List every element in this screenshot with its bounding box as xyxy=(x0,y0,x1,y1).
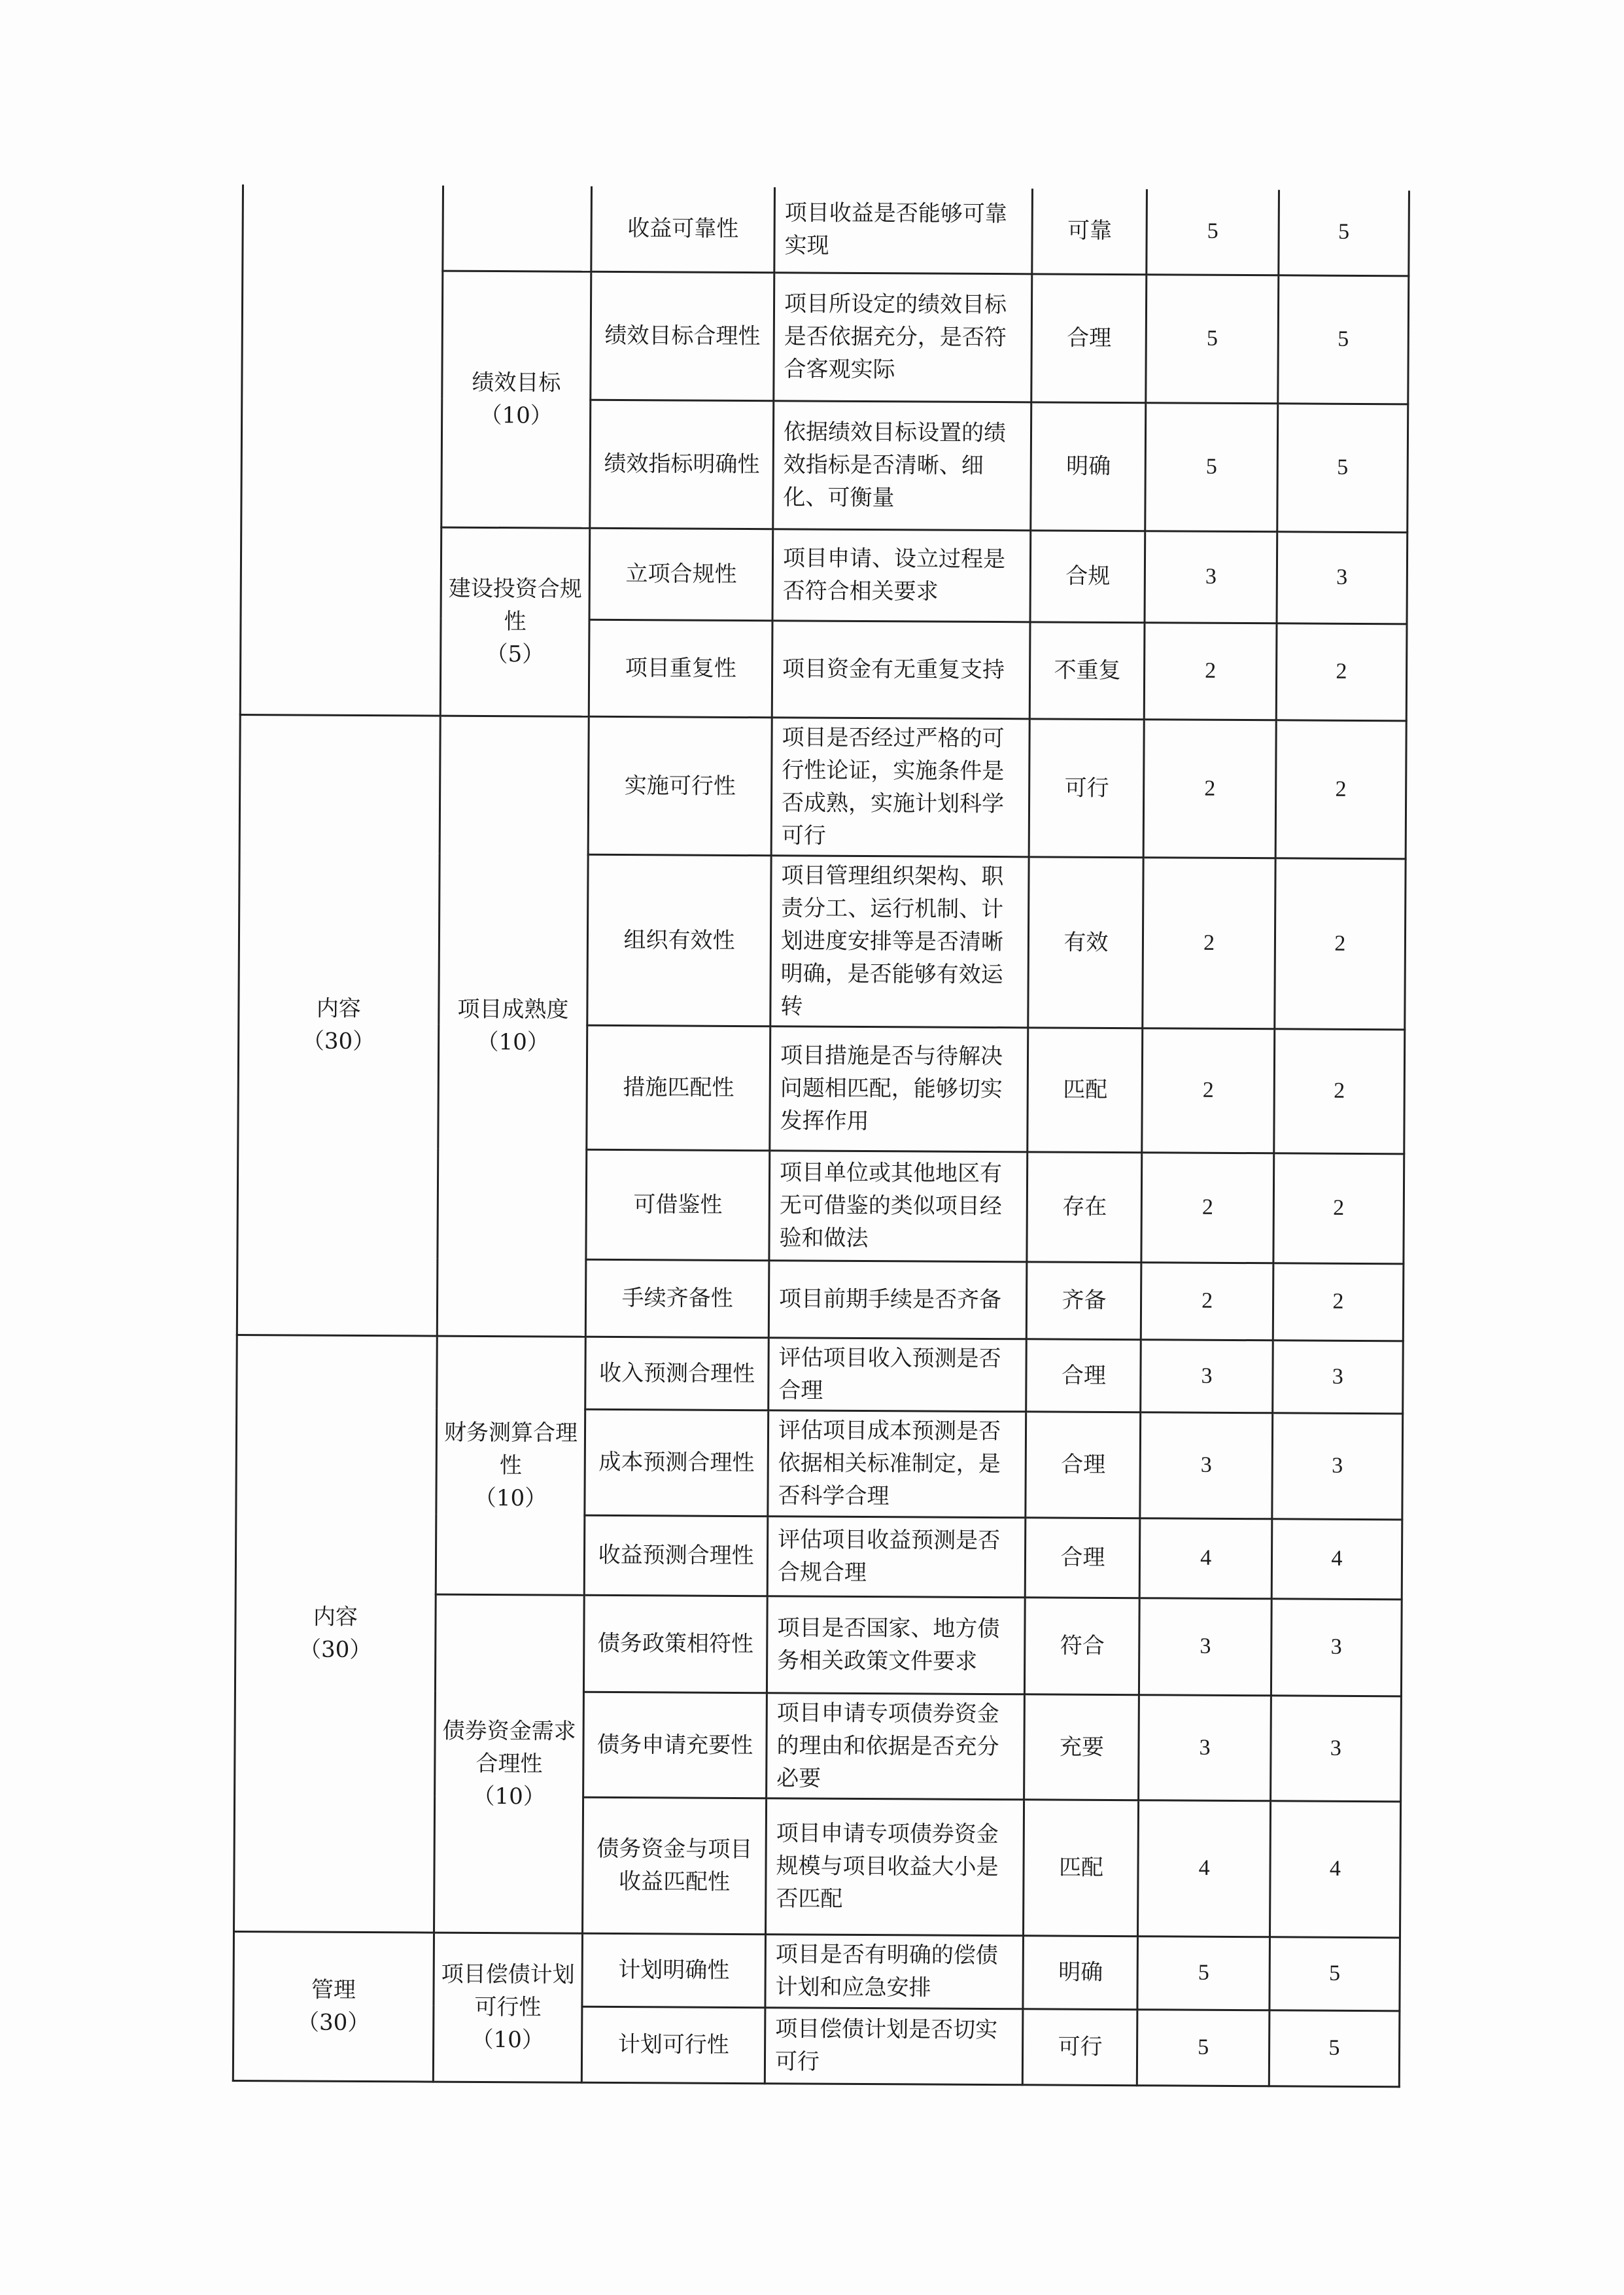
level3-indicator-cell: 收益可靠性 xyxy=(591,186,774,272)
indicator-description-cell: 依据绩效目标设置的绩效指标是否清晰、细化、可衡量 xyxy=(773,400,1031,530)
evaluation-result-cell: 可靠 xyxy=(1032,188,1147,274)
full-score-cell: 2 xyxy=(1144,719,1276,858)
level3-indicator-cell: 收益预测合理性 xyxy=(584,1515,767,1596)
evaluation-result-cell: 不重复 xyxy=(1030,622,1145,719)
full-score-cell: 3 xyxy=(1140,1412,1272,1518)
level3-indicator-cell: 可借鉴性 xyxy=(586,1149,770,1260)
awarded-score-cell: 2 xyxy=(1273,1153,1404,1263)
indicator-description-cell: 评估项目成本预测是否依据相关标准制定，是否科学合理 xyxy=(768,1410,1026,1517)
level3-indicator-cell: 债务资金与项目收益匹配性 xyxy=(583,1797,767,1934)
table-row xyxy=(237,1335,1404,1413)
full-score-cell: 3 xyxy=(1145,531,1277,623)
awarded-score-cell: 4 xyxy=(1270,1800,1400,1937)
evaluation-result-cell: 可行 xyxy=(1023,2008,1138,2085)
level3-indicator-cell: 项目重复性 xyxy=(589,620,772,717)
full-score-cell: 5 xyxy=(1137,1936,1270,2010)
full-score-cell: 5 xyxy=(1146,274,1278,403)
level3-indicator-cell: 手续齐备性 xyxy=(586,1259,769,1337)
evaluation-result-cell: 可行 xyxy=(1029,718,1145,857)
level1-indicator-label: 管理 xyxy=(311,1976,356,2003)
awarded-score-cell: 3 xyxy=(1271,1598,1402,1696)
indicator-description-cell: 项目是否国家、地方债务相关政策文件要求 xyxy=(767,1596,1025,1694)
awarded-score-cell: 4 xyxy=(1271,1518,1402,1599)
level3-indicator-cell: 债务政策相符性 xyxy=(584,1595,767,1692)
indicator-description-cell: 项目申请专项债券资金规模与项目收益大小是否匹配 xyxy=(765,1798,1024,1935)
level2-indicator-cell xyxy=(436,1336,585,1595)
level3-indicator-cell: 绩效指标明确性 xyxy=(590,400,774,529)
level2-indicator-score: （10） xyxy=(471,2026,544,2054)
level1-indicator-cell xyxy=(240,184,443,716)
full-score-cell: 3 xyxy=(1139,1694,1271,1800)
level2-indicator-label: 绩效目标 xyxy=(472,369,561,396)
indicator-description-cell: 项目是否有明确的偿债计划和应急安排 xyxy=(765,1934,1024,2008)
level2-indicator-label: 财务测算合理性 xyxy=(443,1419,578,1479)
evaluation-result-cell: 明确 xyxy=(1031,402,1146,531)
full-score-cell: 2 xyxy=(1143,857,1275,1028)
table-row xyxy=(243,184,1409,275)
full-score-cell: 3 xyxy=(1141,1339,1273,1412)
indicator-description-cell: 项目措施是否与待解决问题相匹配，能够切实发挥作用 xyxy=(770,1026,1028,1151)
awarded-score-cell: 3 xyxy=(1277,531,1408,623)
indicator-description-cell: 项目所设定的绩效目标是否依据充分，是否符合客观实际 xyxy=(774,272,1032,402)
awarded-score-cell: 5 xyxy=(1279,190,1409,275)
level3-indicator-cell: 债务申请充要性 xyxy=(583,1692,767,1798)
full-score-cell: 2 xyxy=(1141,1152,1273,1263)
full-score-cell: 2 xyxy=(1141,1262,1273,1340)
evaluation-result-cell: 符合 xyxy=(1025,1597,1140,1694)
full-score-cell: 3 xyxy=(1139,1598,1271,1695)
level3-indicator-cell: 绩效目标合理性 xyxy=(591,272,774,400)
level3-indicator-cell: 计划可行性 xyxy=(582,2006,765,2083)
level1-indicator-cell xyxy=(237,714,440,1336)
table-row xyxy=(239,714,1406,858)
level1-indicator-score: （30） xyxy=(296,2009,370,2037)
awarded-score-cell: 3 xyxy=(1270,1695,1401,1801)
level2-indicator-cell xyxy=(440,527,590,716)
level1-indicator-score: （30） xyxy=(302,1028,375,1055)
level3-indicator-cell: 实施可行性 xyxy=(588,716,772,855)
awarded-score-cell: 5 xyxy=(1277,275,1408,404)
indicator-description-cell: 项目前期手续是否齐备 xyxy=(769,1260,1027,1339)
awarded-score-cell: 5 xyxy=(1277,403,1408,532)
level2-indicator-score: （5） xyxy=(485,640,545,668)
level2-indicator-label: 项目偿债计划可行性 xyxy=(441,1961,575,2021)
full-score-cell: 2 xyxy=(1145,622,1277,720)
awarded-score-cell: 5 xyxy=(1270,1936,1400,2010)
awarded-score-cell: 2 xyxy=(1275,720,1406,858)
level3-indicator-cell: 组织有效性 xyxy=(587,854,771,1026)
full-score-cell: 4 xyxy=(1138,1800,1270,1936)
awarded-score-cell: 5 xyxy=(1269,2010,1400,2086)
full-score-cell: 5 xyxy=(1147,189,1279,275)
awarded-score-cell: 2 xyxy=(1273,1028,1404,1153)
evaluation-result-cell: 存在 xyxy=(1027,1151,1142,1262)
table-body xyxy=(233,184,1409,2086)
level1-indicator-label: 内容 xyxy=(316,995,361,1022)
awarded-score-cell: 2 xyxy=(1273,1263,1404,1340)
full-score-cell: 5 xyxy=(1137,2009,1270,2086)
level2-indicator-label: 项目成熟度 xyxy=(457,996,569,1023)
level3-indicator-cell: 成本预测合理性 xyxy=(585,1409,769,1516)
full-score-cell: 5 xyxy=(1145,402,1277,531)
level1-indicator-cell xyxy=(234,1335,438,1933)
indicator-description-cell: 项目管理组织架构、职责分工、运行机制、计划进度安排等是否清晰明确，是否能够有效运转 xyxy=(770,855,1029,1027)
evaluation-result-cell: 匹配 xyxy=(1024,1799,1139,1936)
level3-indicator-cell: 计划明确性 xyxy=(582,1933,765,2007)
level2-indicator-score: （10） xyxy=(479,402,553,429)
level2-indicator-cell xyxy=(443,186,592,272)
level3-indicator-cell: 立项合规性 xyxy=(589,528,772,620)
awarded-score-cell: 3 xyxy=(1272,1412,1403,1519)
awarded-score-cell: 2 xyxy=(1276,623,1407,720)
table-row xyxy=(233,1931,1400,2010)
level2-indicator-label: 建设投资合规性 xyxy=(448,575,582,635)
level1-indicator-cell xyxy=(233,1931,434,2082)
indicator-description-cell: 项目申请、设立过程是否符合相关要求 xyxy=(772,529,1031,622)
full-score-cell: 2 xyxy=(1142,1028,1274,1153)
evaluation-result-cell: 明确 xyxy=(1023,1935,1138,2009)
indicator-description-cell: 评估项目收益预测是否合规合理 xyxy=(767,1516,1026,1597)
indicator-description-cell: 项目偿债计划是否切实可行 xyxy=(765,2007,1023,2084)
evaluation-result-cell: 齐备 xyxy=(1027,1261,1142,1339)
evaluation-result-cell: 合理 xyxy=(1026,1339,1141,1412)
evaluation-result-cell: 合理 xyxy=(1031,273,1147,402)
evaluation-result-cell: 合理 xyxy=(1026,1411,1141,1518)
awarded-score-cell: 3 xyxy=(1272,1340,1403,1413)
level2-indicator-cell xyxy=(437,716,589,1337)
evaluation-result-cell: 合规 xyxy=(1030,530,1145,622)
level2-indicator-score: （10） xyxy=(472,1783,545,1810)
indicator-description-cell: 项目资金有无重复支持 xyxy=(772,620,1030,718)
level2-indicator-cell xyxy=(433,1933,583,2082)
awarded-score-cell: 2 xyxy=(1274,858,1406,1029)
level2-indicator-score: （10） xyxy=(474,1484,547,1511)
level2-indicator-label: 债券资金需求合理性 xyxy=(442,1717,576,1777)
level2-indicator-score: （10） xyxy=(476,1028,549,1056)
level2-indicator-cell xyxy=(434,1594,584,1933)
level3-indicator-cell: 收入预测合理性 xyxy=(585,1337,769,1410)
indicator-description-cell: 评估项目收入预测是否合理 xyxy=(769,1337,1027,1411)
indicator-description-cell: 项目单位或其他地区有无可借鉴的类似项目经验和做法 xyxy=(769,1150,1028,1261)
indicator-description-cell: 项目是否经过严格的可行性论证，实施条件是否成熟，实施计划科学可行 xyxy=(771,717,1030,856)
evaluation-result-cell: 有效 xyxy=(1028,856,1143,1028)
evaluation-score-table xyxy=(232,184,1410,2088)
level3-indicator-cell: 措施匹配性 xyxy=(587,1025,770,1150)
indicator-description-cell: 项目收益是否能够可靠实现 xyxy=(774,187,1033,273)
evaluation-result-cell: 匹配 xyxy=(1028,1027,1143,1152)
full-score-cell: 4 xyxy=(1140,1518,1272,1598)
indicator-description-cell: 项目申请专项债券资金的理由和依据是否充分必要 xyxy=(767,1692,1025,1799)
evaluation-result-cell: 充要 xyxy=(1024,1694,1139,1800)
level1-indicator-label: 内容 xyxy=(313,1603,358,1630)
level1-indicator-score: （30） xyxy=(298,1636,372,1664)
evaluation-result-cell: 合理 xyxy=(1026,1517,1141,1598)
level2-indicator-cell xyxy=(441,271,591,528)
